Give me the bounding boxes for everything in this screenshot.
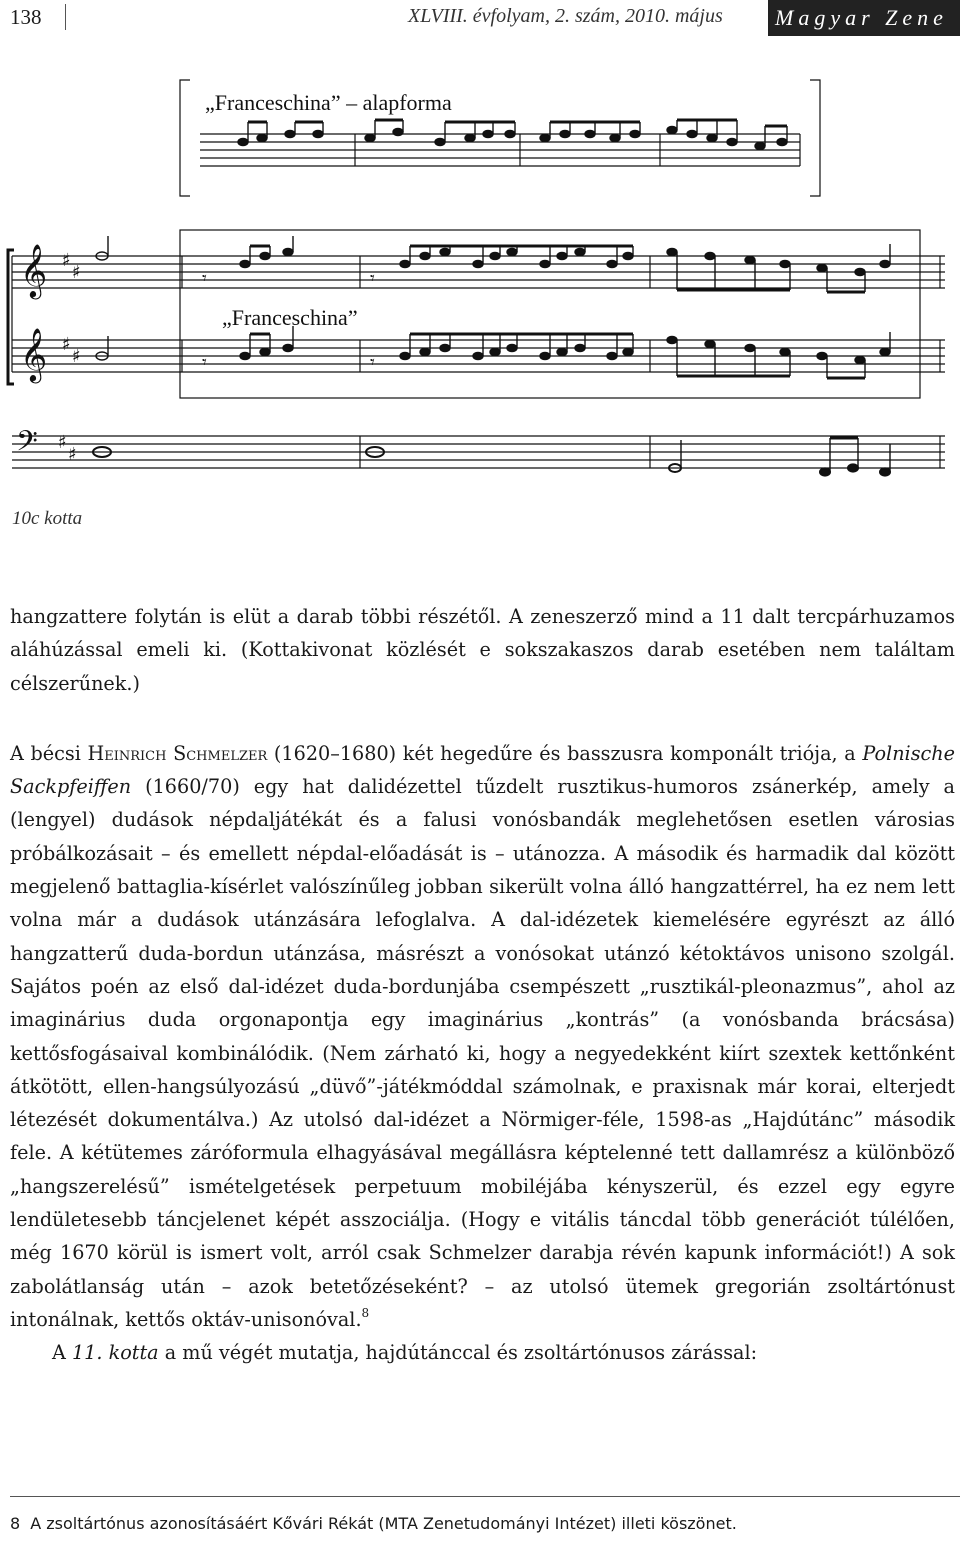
- footnote-rule: [10, 1496, 960, 1497]
- footnote: [10, 1514, 737, 1533]
- footnote-number: 8: [10, 1514, 21, 1533]
- issue-info: XLVIII. évfolyam, 2. szám, 2010. május: [408, 5, 723, 27]
- figure-ref: 11. kotta: [71, 1341, 159, 1365]
- svg-text:𝄾: 𝄾: [370, 268, 375, 289]
- journal-title: Magyar Zene: [768, 0, 960, 36]
- treble-clef-2: 𝄞: [20, 327, 48, 381]
- page-header: [0, 0, 960, 40]
- sharp-1: ♯: [62, 250, 71, 271]
- inner-label: „Franceschina”: [222, 305, 358, 330]
- music-score: [0, 60, 960, 490]
- notes-alapforma: [238, 120, 787, 150]
- paragraph-1: hangzattere folytán is elüt a darab többi részétől. A zeneszerző mind a 11 dalt tercpárhuzamos aláhúzással emeli ki. (Kottakivonat közlését e sokszakaszos darab esetében nem találtam célszerűnek.): [10, 605, 955, 695]
- sharp-4: ♯: [72, 346, 81, 367]
- p3-text-b: a mű végét mutatja, hajdútánccal és zsoltártónusos zárással:: [158, 1341, 758, 1365]
- svg-text:𝄾: 𝄾: [370, 352, 375, 373]
- sharp-2: ♯: [72, 262, 81, 283]
- paragraph-2: [10, 737, 955, 1336]
- sharp-3: ♯: [62, 334, 71, 355]
- sharp-6: ♯: [68, 444, 77, 465]
- bass-clef: 𝄢: [16, 425, 38, 465]
- box-right-bracket: [810, 80, 820, 196]
- p2-text-a: A bécsi: [10, 741, 88, 765]
- footnote-text: A zsoltártónus azonosításáért Kővári Rékát (MTA Zenetudományi Intézet) illeti köszönet.: [30, 1514, 737, 1533]
- treble-clef-1: 𝄞: [20, 243, 48, 297]
- page-number: 138: [10, 5, 42, 29]
- svg-text:𝄾: 𝄾: [202, 268, 207, 289]
- composer-name: Heinrich Schmelzer: [87, 741, 268, 765]
- notes-violin-2: [96, 326, 890, 378]
- header-divider: [65, 4, 66, 30]
- p3-text-a: A: [52, 1341, 72, 1365]
- work-title: Polnische Sackpfeiffen: [10, 741, 955, 799]
- footnote-ref[interactable]: 8: [361, 1305, 370, 1320]
- box-left-bracket: [180, 80, 190, 196]
- figure-caption: 10c kotta: [12, 508, 83, 529]
- p2-text-b: (1620–1680) két hegedűre és basszusra komponált triója, a: [267, 741, 863, 765]
- p2-text-c: (1660/70) egy hat dalidézettel tűzdelt rusztikus-humoros zsánerkép, amely a (lengyel) dudások népdaljátékát és a falusi vonósbandák meglehetősen esetlen városias próbálkozásait – és emellett népdal-előadását is – utánozza. A második és harmadik dal között megjelenő battaglia-kísérlet valószínűleg jobban sikerült volna álló hangzattérrel, ha ez nem lett volna már a dudások utánzására lefoglalva. A dal-idézetek kiemelésére egyrészt az álló hangzatterű duda-bordun utánzása, másrészt a vonósokat utánzó kétoktávos unisono szolgál. Sajátos poén az első dal-idézet duda-bordunjába csempészett „rusztikál-pleonazmus”, ahol az imaginárius duda orgonapontja egy imaginárius „kontrás” (a vonósbanda brácsása) kettősfogásaival kombinálódik. (Nem zárható ki, hogy a negyedekként kiírt szextek kettőnként átkötött, ellen-hangsúlyozású „düvő”-játékmóddal számolnak, e praxisnak már korai, elterjedt létezését dokumentálva.) Az utolsó dal-idézet a Nörmiger-féle, 1598-as „Hajdútánc” második fele. A kétütemes záróformula elhagyásával megállásra képtelenné tett dallamrész a különböző „hangszerelésű” ismételgetések perpetuum mobiléjába kényszerül, és ezzel egy egyre lendületesebb táncjelenet képét asszociálja. (Hogy e vitális táncdal több generációt túlélően, még 1670 körül is ismert volt, arról csak Schmelzer darabja révén kapunk információt!) A sok zabolátlanság után – azok betetőzéseként? – az utolsó ütemek gregorián zsoltártónust intonálnak, kettős oktáv-unisonóval.: [10, 775, 955, 1331]
- paragraph-3: [10, 1336, 955, 1369]
- svg-text:𝄾: 𝄾: [202, 352, 207, 373]
- sharp-5: ♯: [58, 432, 67, 453]
- article-body: [10, 600, 955, 1370]
- box-title: „Franceschina” – alapforma: [205, 90, 452, 115]
